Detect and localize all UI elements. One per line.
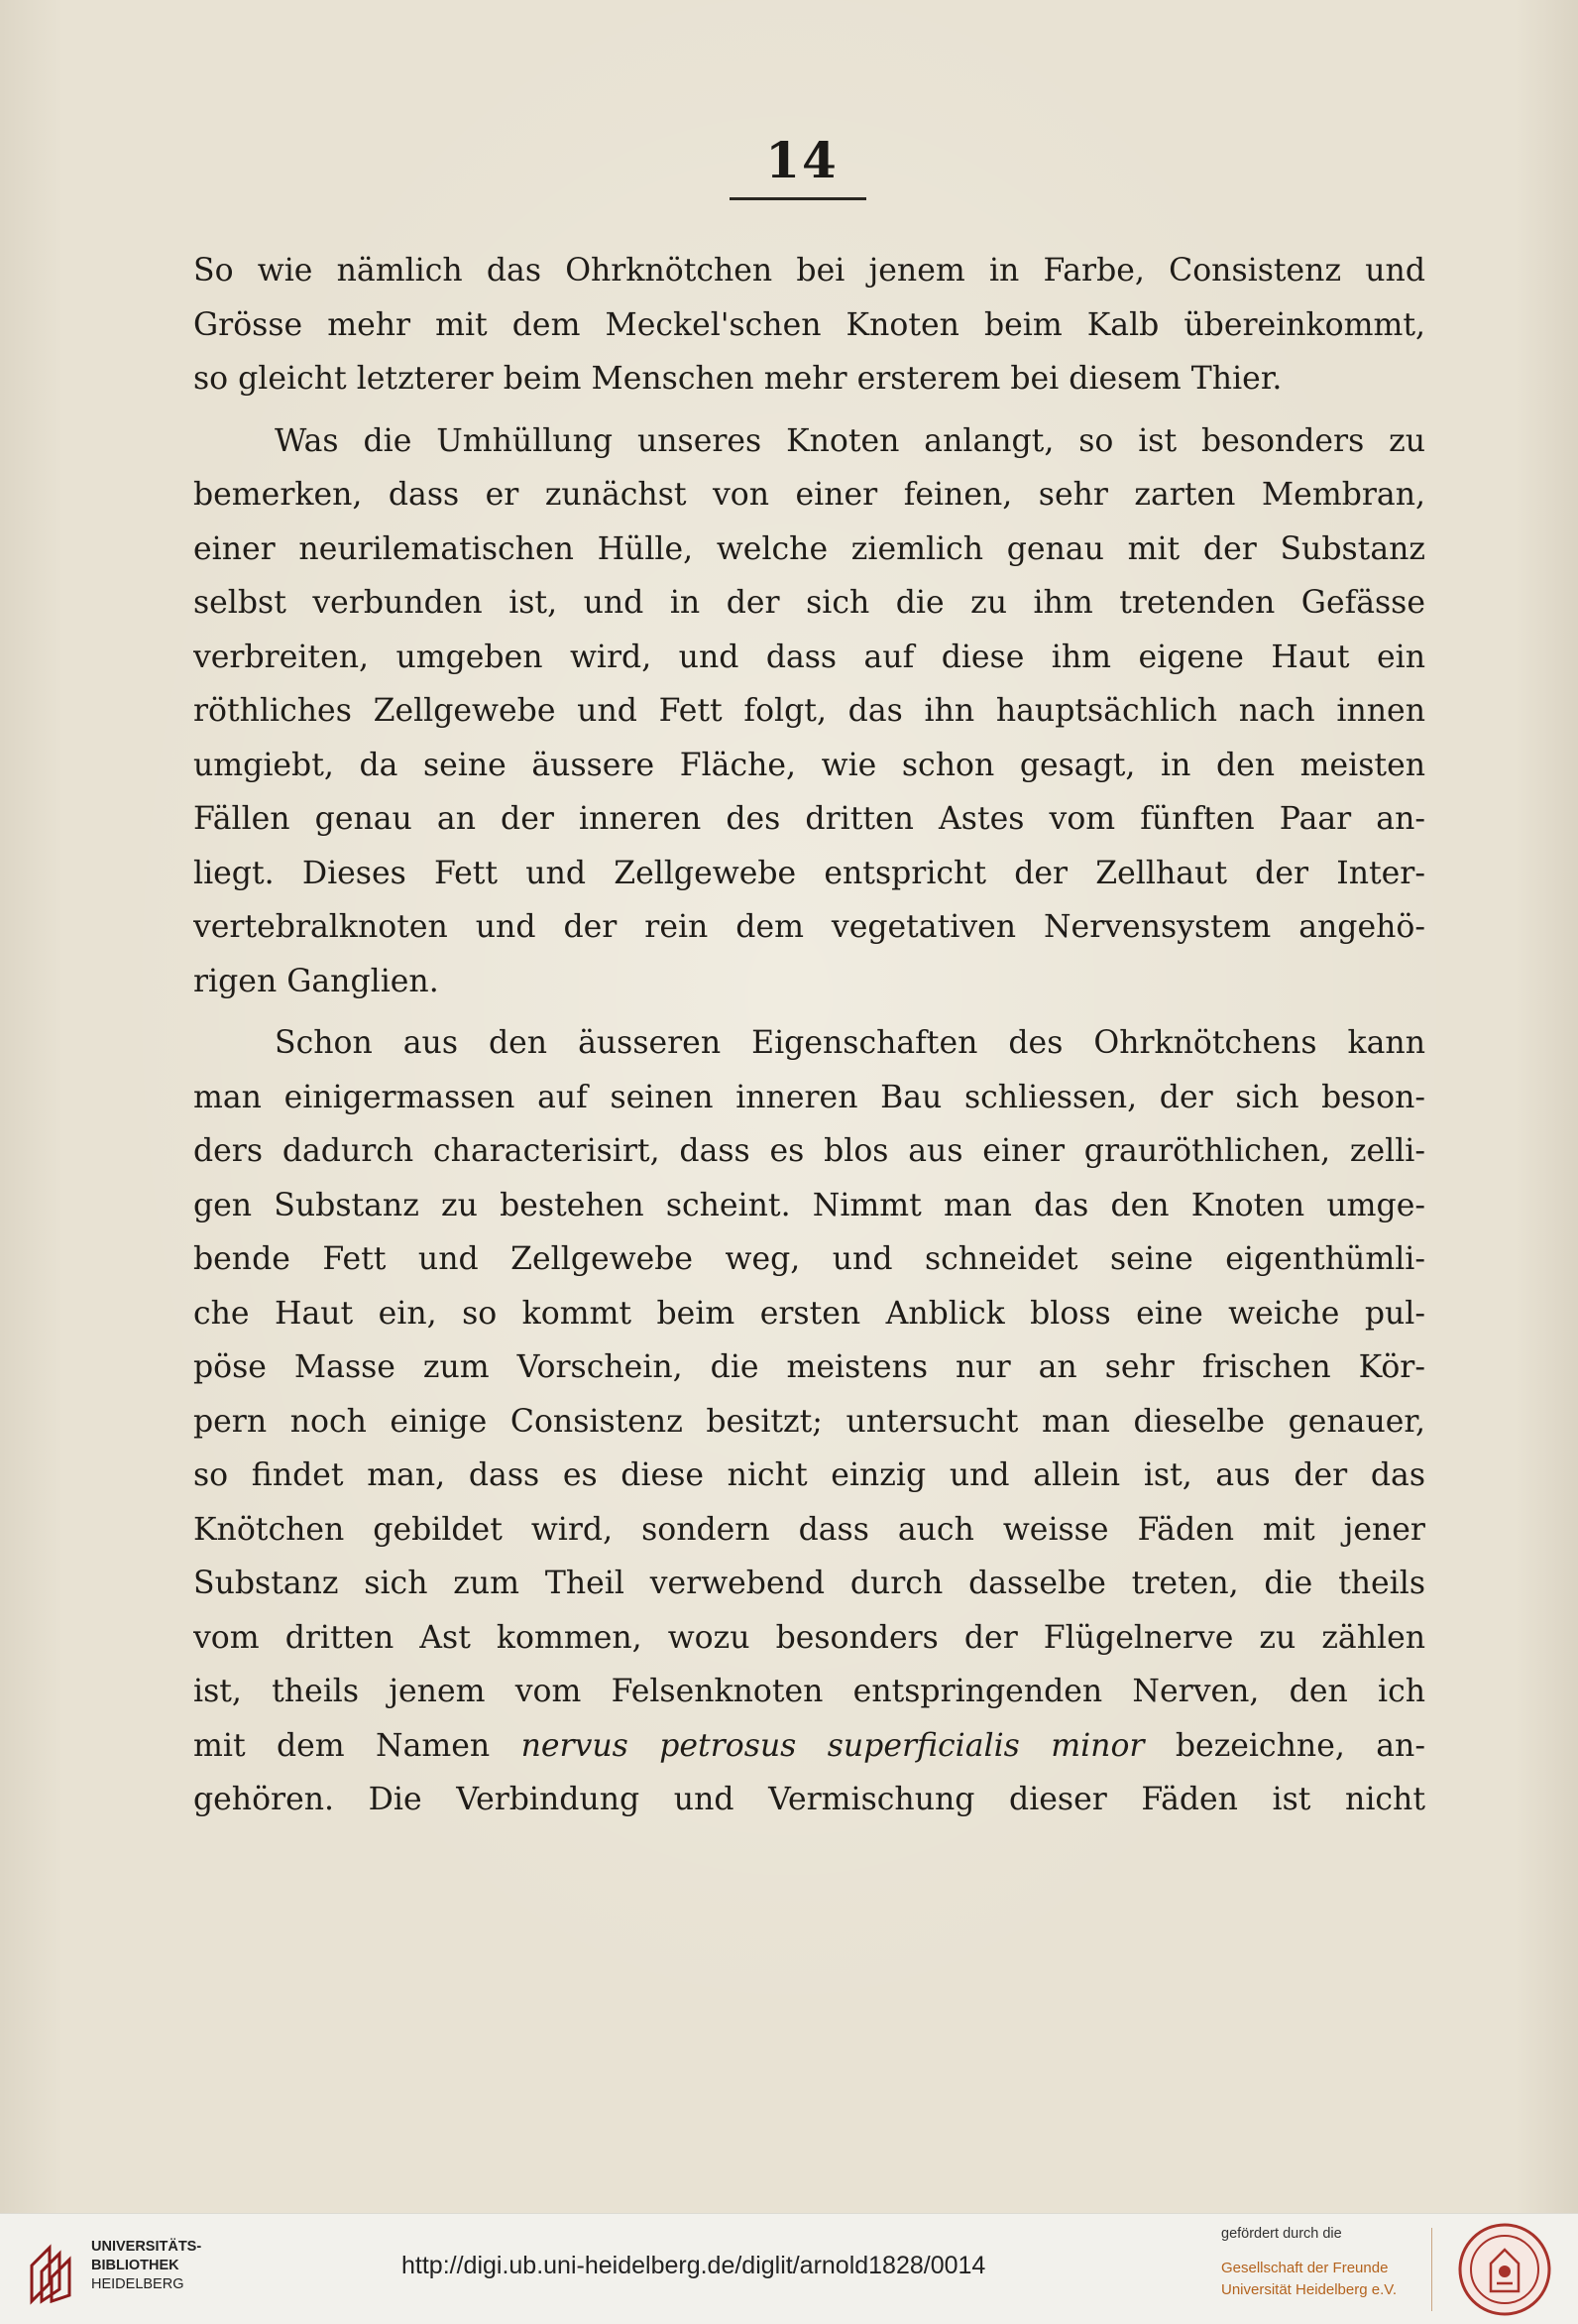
text-line: bemerken, dass er zunächst von einer feinen, sehr zarten Membran, <box>193 477 1425 513</box>
text-line: Substanz sich zum Theil verwebend durch dasselbe treten, die theils <box>193 1566 1425 1601</box>
text-line: liegt. Dieses Fett und Zellgewebe entspricht der Zellhaut der Inter- <box>193 855 1425 891</box>
sponsor-divider <box>1431 2228 1432 2311</box>
text-line: che Haut ein, so kommt beim ersten Anblick bloss eine weiche pul- <box>193 1295 1425 1332</box>
paragraph-gap <box>193 407 1425 414</box>
text-line: bende Fett und Zellgewebe weg, und schneidet seine eigenthümli- <box>193 1241 1425 1277</box>
page-number: 14 <box>765 131 839 189</box>
text-line-with-italic <box>193 1719 1425 1774</box>
library-name-line: UNIVERSITÄTS- <box>91 2239 202 2255</box>
sponsor-label: gefördert durch die <box>1221 2226 1342 2242</box>
text-line: Schon aus den äusseren Eigenschaften des Ohrknötchens kann <box>275 1025 1425 1061</box>
text-line: So wie nämlich das Ohrknötchen bei jenem in Farbe, Consistenz und <box>193 253 1425 289</box>
text-line: pöse Masse zum Vorschein, die meistens nur an sehr frischen Kör- <box>193 1349 1425 1385</box>
text-line: röthliches Zellgewebe und Fett folgt, das ihn hauptsächlich nach innen <box>193 693 1425 729</box>
text-line: gen Substanz zu bestehen scheint. Nimmt man das den Knoten umge- <box>193 1187 1425 1223</box>
text-after-italic: bezeichne, an- <box>1144 1727 1425 1764</box>
text-line: selbst verbunden ist, und in der sich die zu ihm tretenden Gefässe <box>193 585 1425 621</box>
text-line: verbreiten, umgeben wird, und dass auf diese ihm eigene Haut ein <box>193 639 1425 675</box>
text-line: vom dritten Ast kommen, wozu besonders der Flügelnerve zu zählen <box>193 1619 1425 1656</box>
library-name-line: BIBLIOTHEK <box>91 2258 179 2273</box>
text-before-italic: mit dem Namen <box>193 1727 521 1764</box>
library-logo-icon <box>28 2236 83 2305</box>
footer-bar <box>0 2213 1578 2324</box>
page-number-rule <box>730 197 866 200</box>
text-line: so gleicht letzterer beim Menschen mehr ersterem bei diesem Thier. <box>193 361 1283 397</box>
text-line: rigen Ganglien. <box>193 963 439 999</box>
library-name <box>91 2238 201 2294</box>
text-line: Was die Umhüllung unseres Knoten anlangt, so ist besonders zu <box>275 422 1425 459</box>
text-line: ders dadurch characterisirt, dass es blos aus einer grauröthlichen, zelli- <box>193 1133 1425 1169</box>
text-line: gehören. Die Verbindung und Vermischung dieser Fäden ist nicht <box>193 1782 1425 1817</box>
paragraph-gap <box>193 1008 1425 1016</box>
sponsor-name: Gesellschaft der Freunde <box>1221 2260 1389 2276</box>
permalink-url[interactable]: http://digi.ub.uni-heidelberg.de/diglit/arnold1828/0014 <box>401 2252 986 2279</box>
text-line: einer neurilematischen Hülle, welche ziemlich genau mit der Substanz <box>193 530 1425 567</box>
text-line: umgiebt, da seine äussere Fläche, wie schon gesagt, in den meisten <box>193 747 1425 783</box>
sponsor-name: Universität Heidelberg e.V. <box>1221 2281 1398 2298</box>
body-text <box>193 244 1425 1827</box>
text-line: ist, theils jenem vom Felsenknoten entspringenden Nerven, den ich <box>193 1674 1425 1709</box>
university-seal-icon <box>1457 2222 1552 2317</box>
text-line: man einigermassen auf seinen inneren Bau schliessen, der sich beson- <box>193 1079 1425 1115</box>
text-line: vertebralknoten und der rein dem vegetativen Nervensystem angehö- <box>193 909 1425 945</box>
text-line: Grösse mehr mit dem Meckel'schen Knoten beim Kalb übereinkommt, <box>193 306 1425 343</box>
text-line: Knötchen gebildet wird, sondern dass auch weisse Fäden mit jener <box>193 1511 1425 1548</box>
text-line: pern noch einige Consistenz besitzt; untersucht man dieselbe genauer, <box>193 1403 1425 1440</box>
italic-term: nervus petrosus superficialis minor <box>520 1727 1145 1764</box>
library-name-line: HEIDELBERG <box>91 2276 184 2292</box>
text-line: so findet man, dass es diese nicht einzig und allein ist, aus der das <box>193 1457 1425 1493</box>
text-line: Fällen genau an der inneren des dritten Astes vom fünften Paar an- <box>193 801 1425 837</box>
